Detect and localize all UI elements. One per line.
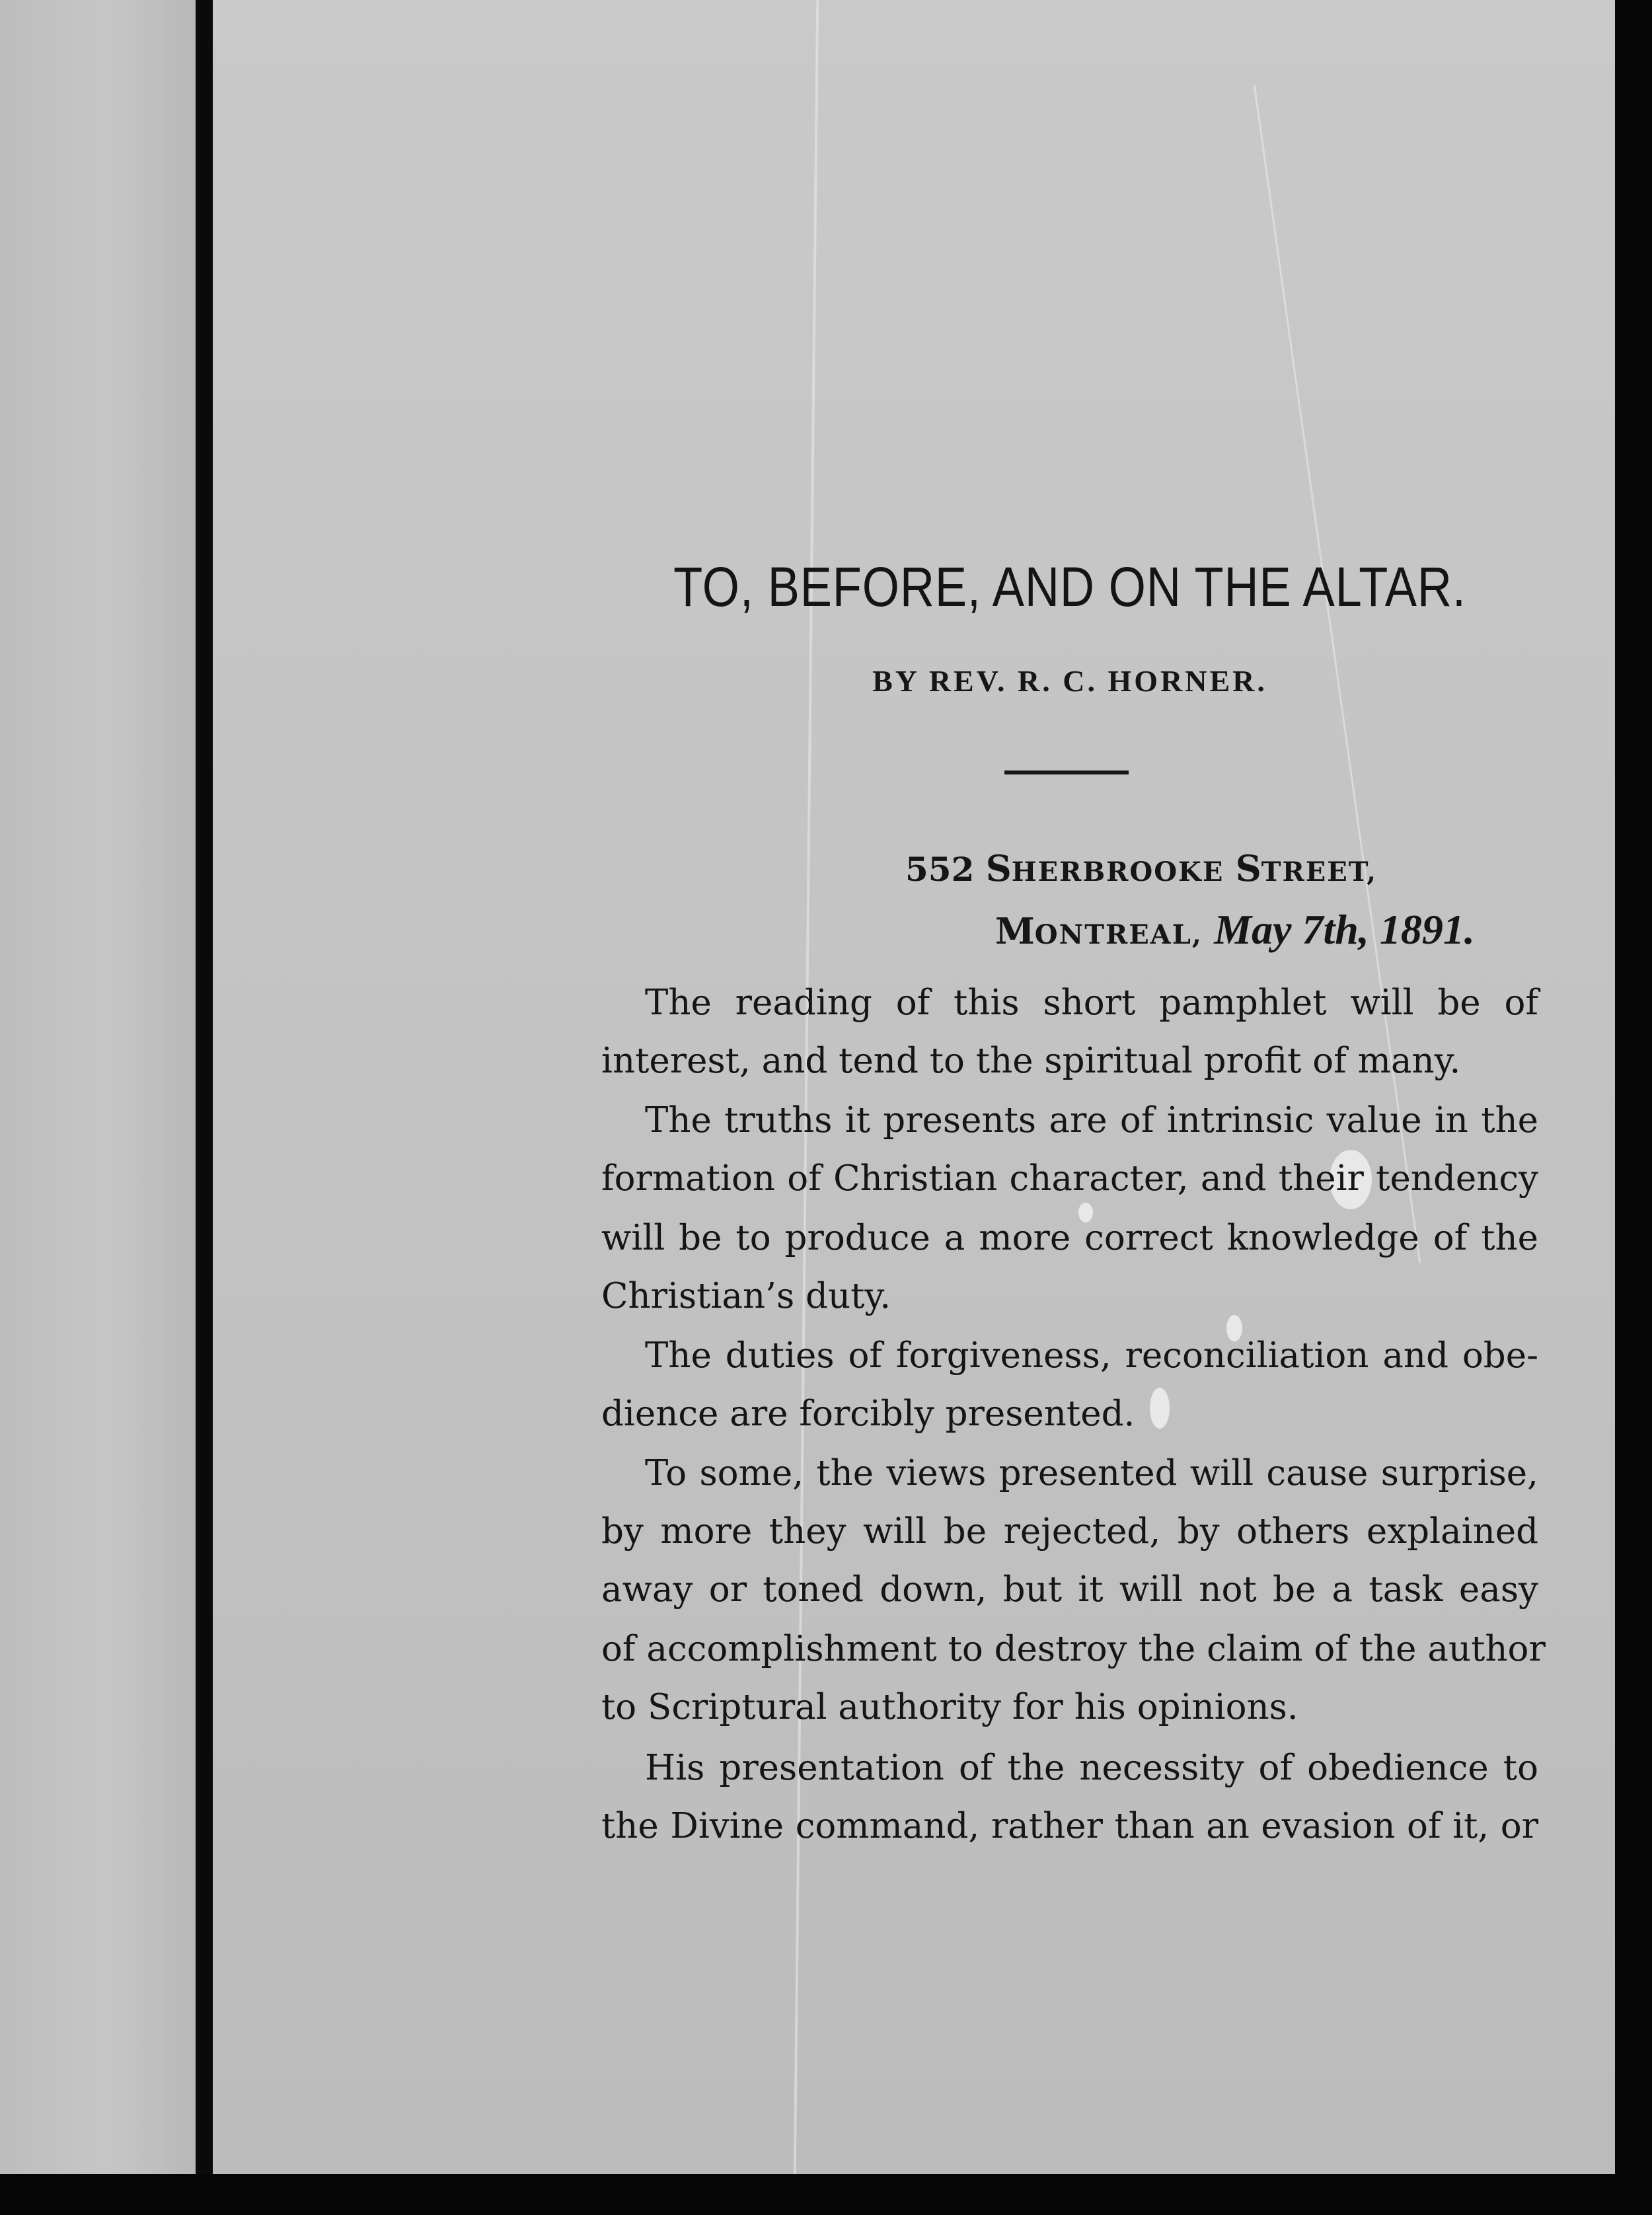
binding-gutter xyxy=(196,0,213,2181)
body-line: The duties of forgiveness, reconciliation and obe- xyxy=(645,1335,1538,1376)
body-line: To some, the views presented will cause surprise, xyxy=(645,1453,1538,1493)
body-line: interest, and tend to the spiritual profit of many. xyxy=(601,1041,1461,1081)
body-line: Christian’s duty. xyxy=(601,1276,891,1316)
scan-border-bottom xyxy=(0,2174,1652,2215)
body-line: the Divine command, rather than an evasion of it, or xyxy=(601,1806,1538,1846)
body-line: by more they will be rejected, by others explained xyxy=(601,1511,1538,1552)
city-rest: ONTREAL, xyxy=(1034,919,1203,950)
street-word2-rest: TREET, xyxy=(1261,856,1378,887)
scan-border-right xyxy=(1615,0,1652,2215)
body-line: away or toned down, but it will not be a task easy xyxy=(601,1569,1538,1610)
letter-date: May 7th, 1891. xyxy=(1214,906,1475,953)
body-line: dience are forcibly presented. xyxy=(601,1394,1135,1434)
body-line: His presentation of the necessity of obedience to xyxy=(645,1748,1538,1788)
address-street xyxy=(905,847,1377,889)
body-line: The reading of this short pamphlet will be of xyxy=(645,983,1538,1023)
page-sheet xyxy=(213,0,1615,2174)
body-line: The truths it presents are of intrinsic value in the xyxy=(645,1100,1538,1141)
street-number: 552 xyxy=(905,850,975,889)
author-byline: BY REV. R. C. HORNER. xyxy=(872,664,1267,698)
document-title: TO, BEFORE, AND ON THE ALTAR. xyxy=(673,556,1466,618)
title-rule xyxy=(1004,770,1129,774)
street-word2-initial: S xyxy=(1235,847,1261,889)
body-line: will be to produce a more correct knowledge of the xyxy=(601,1218,1538,1258)
body-line: of accomplishment to destroy the claim of the author xyxy=(601,1629,1546,1669)
address-city-date xyxy=(995,905,1475,954)
facing-page-edge xyxy=(0,0,196,2174)
street-rest: HERBROOKE xyxy=(1011,856,1224,887)
body-line: formation of Christian character, and their tendency xyxy=(601,1158,1538,1199)
city-initial: M xyxy=(995,910,1035,952)
street-initial: S xyxy=(985,847,1012,889)
body-line: to Scriptural authority for his opinions. xyxy=(601,1687,1298,1727)
